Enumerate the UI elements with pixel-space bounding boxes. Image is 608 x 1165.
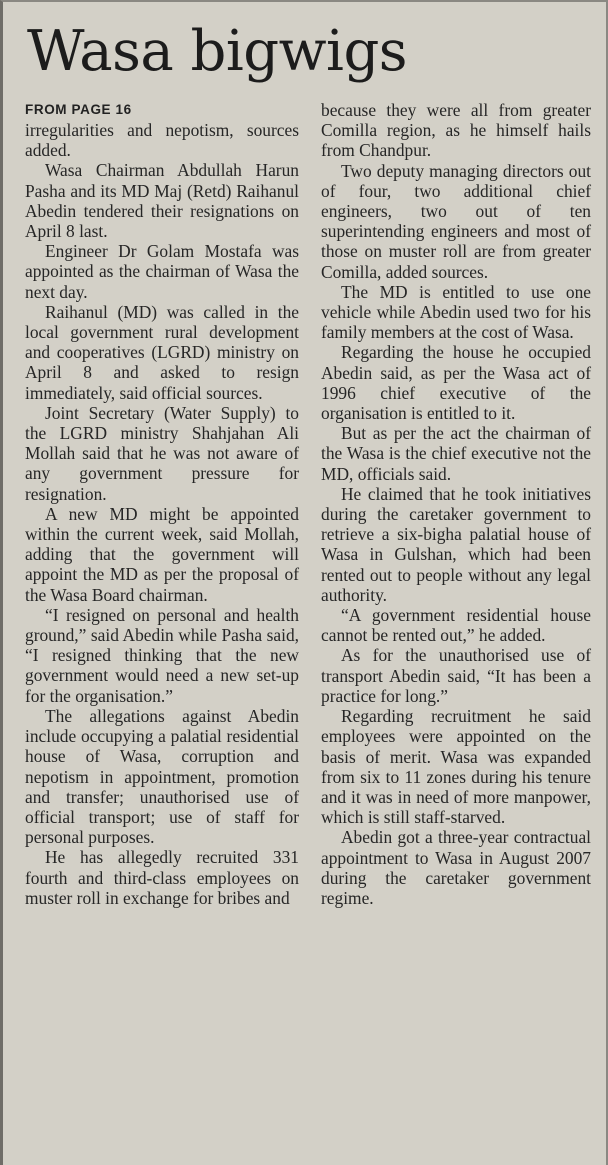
headline: Wasa bigwigs	[27, 19, 408, 84]
article-paragraph: Engineer Dr Golam Mostafa was appointed as the chairman of Wasa the next day.	[25, 241, 299, 302]
article-paragraph: As for the unauthorised use of transport Abedin said, “It has been a practice for long.”	[321, 645, 591, 706]
article-paragraph: He has allegedly recruited 331 fourth and third-class employees on muster roll in exchange for bribes and	[25, 847, 299, 908]
article-column-right	[321, 100, 591, 908]
article-paragraph: Regarding recruitment he said employees were appointed on the basis of merit. Wasa was expanded from six to 11 zones during his tenure and it was in need of more manpower, which is still staff-starved.	[321, 706, 591, 828]
article-paragraph: irregularities and nepotism, sources added.	[25, 120, 299, 161]
article-paragraph: Two deputy managing directors out of four, two additional chief engineers, two out of ten superintending engineers and most of those on muster roll are from greater Comilla, added sources.	[321, 160, 591, 282]
article-paragraph: Joint Secretary (Water Supply) to the LGRD ministry Shahjahan Ali Mollah said that he was not aware of any government pressure for resignation.	[25, 402, 299, 504]
article-paragraph: Abedin got a three-year contractual appointment to Wasa in August 2007 during the caretaker government regime.	[321, 827, 591, 908]
article-paragraph: The MD is entitled to use one vehicle while Abedin used two for his family members at the cost of Wasa.	[321, 281, 591, 343]
article-paragraph: The allegations against Abedin include occupying a palatial residential house of Wasa, corruption and nepotism in appointment, promotion and transfer; unauthorised use of official transport; use of staff for personal purposes.	[25, 705, 299, 848]
article-paragraph: “I resigned on personal and health ground,” said Abedin while Pasha said, “I resigned thinking that the new government would need a new set-up for the organisation.”	[25, 604, 299, 706]
article-paragraph: Regarding the house he occupied Abedin said, as per the Wasa act of 1996 chief executive of the organisation is entitled to it.	[321, 342, 591, 424]
article-column-left	[25, 100, 299, 908]
article-paragraph: “A government residential house cannot be rented out,” he added.	[321, 605, 591, 646]
article-paragraph: Wasa Chairman Abdullah Harun Pasha and its MD Maj (Retd) Raihanul Abedin tendered their resignations on April 8 last.	[25, 160, 299, 242]
jump-line: FROM PAGE 16	[25, 102, 132, 117]
article-paragraph: He claimed that he took initiatives during the caretaker government to retrieve a six-bigha palatial house of Wasa in Gulshan, which had been rented out to people without any legal authority.	[321, 483, 591, 605]
article-paragraph: Raihanul (MD) was called in the local government rural development and cooperatives (LGRD) ministry on April 8 and asked to resign immediately, said official sources.	[25, 301, 299, 403]
article-paragraph: But as per the act the chairman of the Wasa is the chief executive not the MD, officials said.	[321, 423, 591, 484]
article-paragraph: A new MD might be appointed within the current week, said Mollah, adding that the government will appoint the MD as per the proposal of the Wasa Board chairman.	[25, 503, 299, 605]
article-paragraph: because they were all from greater Comilla region, as he himself hails from Chandpur.	[321, 100, 591, 161]
